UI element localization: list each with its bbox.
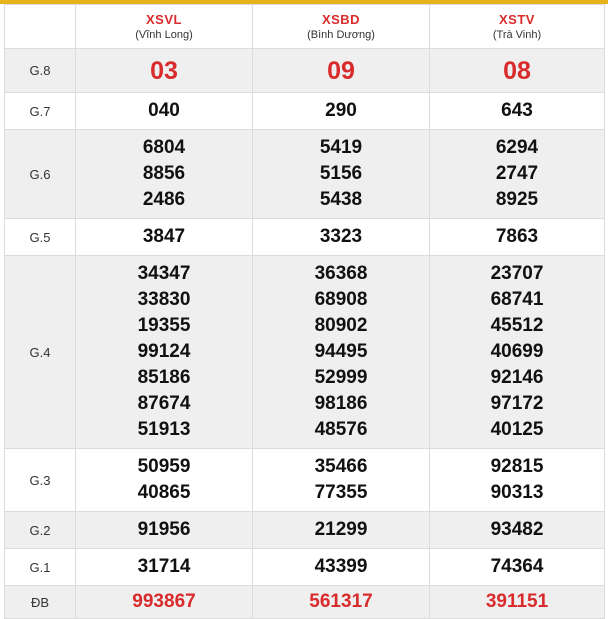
prize-cell — [76, 549, 253, 586]
province-name: (Vĩnh Long) — [135, 28, 193, 41]
prize-number: 90313 — [490, 482, 544, 503]
prize-number: 92815 — [490, 456, 544, 477]
prize-number: 6294 — [495, 137, 539, 158]
prize-row-g6 — [5, 130, 605, 219]
prize-number: 40865 — [137, 482, 191, 503]
prize-number: 5438 — [319, 189, 363, 210]
prize-number: 77355 — [314, 482, 368, 503]
prize-row-g7 — [5, 93, 605, 130]
special-prize-number: 391151 — [485, 591, 549, 612]
prize-cell — [253, 93, 430, 130]
prize-label: G.8 — [5, 49, 76, 93]
header-corner-cell — [5, 5, 76, 49]
prize-cell — [253, 586, 430, 619]
prize-number: 643 — [501, 100, 533, 121]
prize-label: G.5 — [5, 219, 76, 256]
prize-number: 80902 — [314, 315, 368, 336]
prize-number: 68908 — [314, 289, 368, 310]
prize-number: 3323 — [319, 226, 363, 247]
prize-number: 48576 — [314, 419, 368, 440]
prize-number: 31714 — [137, 556, 191, 577]
prize-row-g8 — [5, 49, 605, 93]
prize-number: 19355 — [137, 315, 191, 336]
prize-cell — [76, 256, 253, 449]
prize-number: 51913 — [137, 419, 191, 440]
prize-number: 35466 — [314, 456, 368, 477]
prize-cell — [76, 219, 253, 256]
prize-cell — [76, 586, 253, 619]
prize-number: 23707 — [490, 263, 544, 284]
prize-number: 34347 — [137, 263, 191, 284]
prize-cell — [430, 49, 605, 93]
prize-cell — [76, 449, 253, 512]
prize-number: 40699 — [490, 341, 544, 362]
prize-number: 43399 — [314, 556, 368, 577]
prize-cell — [76, 512, 253, 549]
special-prize-number: 993867 — [132, 591, 196, 612]
prize-cell — [430, 512, 605, 549]
prize-cell — [430, 219, 605, 256]
prize-cell — [430, 549, 605, 586]
prize-number: 8856 — [142, 163, 186, 184]
prize-cell — [253, 130, 430, 219]
prize-row-special — [5, 586, 605, 619]
prize-cell — [253, 49, 430, 93]
prize-number: 08 — [503, 56, 531, 85]
prize-number: 290 — [325, 100, 357, 121]
prize-cell — [430, 586, 605, 619]
prize-cell — [430, 449, 605, 512]
prize-cell — [253, 256, 430, 449]
prize-number: 3847 — [142, 226, 186, 247]
prize-number: 40125 — [490, 419, 544, 440]
lottery-results-table-container — [4, 4, 604, 619]
prize-row-g4 — [5, 256, 605, 449]
prize-cell — [253, 219, 430, 256]
province-code[interactable]: XSBD — [321, 11, 361, 27]
prize-cell — [430, 93, 605, 130]
prize-number: 2486 — [142, 189, 186, 210]
province-code[interactable]: XSTV — [499, 11, 535, 27]
prize-number: 97172 — [490, 393, 544, 414]
prize-number: 91956 — [137, 519, 191, 540]
prize-number: 36368 — [314, 263, 368, 284]
prize-cell — [76, 93, 253, 130]
prize-cell — [430, 256, 605, 449]
prize-cell — [253, 512, 430, 549]
prize-number: 21299 — [314, 519, 368, 540]
province-header-bd[interactable] — [253, 5, 430, 49]
prize-cell — [253, 449, 430, 512]
prize-row-g3 — [5, 449, 605, 512]
prize-cell — [76, 49, 253, 93]
prize-number: 09 — [327, 56, 355, 85]
prize-row-g5 — [5, 219, 605, 256]
prize-cell — [253, 549, 430, 586]
prize-row-g1 — [5, 549, 605, 586]
prize-cell — [430, 130, 605, 219]
province-name: (Trà Vinh) — [492, 28, 542, 41]
prize-number: 68741 — [490, 289, 544, 310]
prize-number: 8925 — [495, 189, 539, 210]
prize-number: 45512 — [490, 315, 544, 336]
prize-number: 87674 — [137, 393, 191, 414]
prize-label: ĐB — [5, 586, 76, 619]
prize-label: G.7 — [5, 93, 76, 130]
prize-number: 52999 — [314, 367, 368, 388]
prize-number: 03 — [150, 56, 178, 85]
prize-number: 98186 — [314, 393, 368, 414]
prize-number: 92146 — [490, 367, 544, 388]
lottery-results-table — [4, 4, 605, 619]
prize-number: 74364 — [490, 556, 544, 577]
prize-label: G.6 — [5, 130, 76, 219]
prize-label: G.3 — [5, 449, 76, 512]
prize-label: G.4 — [5, 256, 76, 449]
prize-number: 33830 — [137, 289, 191, 310]
prize-number: 5156 — [319, 163, 363, 184]
prize-cell — [76, 130, 253, 219]
province-header-row — [5, 5, 605, 49]
prize-number: 2747 — [495, 163, 539, 184]
prize-label: G.1 — [5, 549, 76, 586]
prize-number: 94495 — [314, 341, 368, 362]
province-code[interactable]: XSVL — [146, 11, 182, 27]
province-name: (Bình Dương) — [307, 28, 375, 41]
province-header-tv[interactable] — [430, 5, 605, 49]
prize-number: 040 — [148, 100, 180, 121]
prize-number: 50959 — [137, 456, 191, 477]
prize-number: 5419 — [319, 137, 363, 158]
prize-number: 93482 — [490, 519, 544, 540]
special-prize-number: 561317 — [309, 591, 373, 612]
prize-number: 6804 — [142, 137, 186, 158]
prize-label: G.2 — [5, 512, 76, 549]
prize-number: 7863 — [495, 226, 539, 247]
prize-number: 85186 — [137, 367, 191, 388]
prize-number: 99124 — [137, 341, 191, 362]
prize-row-g2 — [5, 512, 605, 549]
province-header-vl[interactable] — [76, 5, 253, 49]
